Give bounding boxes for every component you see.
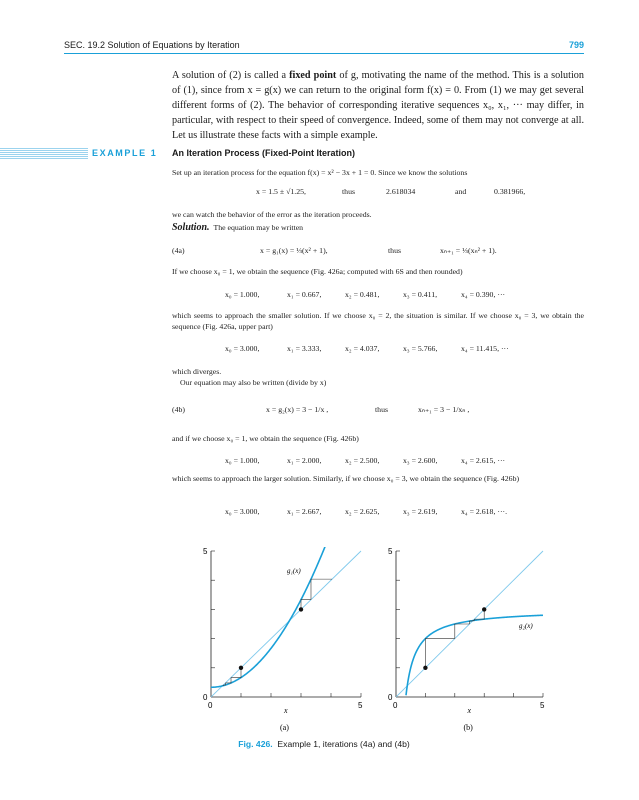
also-line: Our equation may also be written (divide by x) <box>180 378 327 387</box>
x-axis-label: x <box>467 706 472 715</box>
x-zero-label: 0 <box>208 701 213 710</box>
eq-4b-tag: (4b) <box>172 405 185 414</box>
intro-paragraph: A solution of (2) is called a fixed point of g, motivating the name of the method. This is a solution of (1), since from x = g(x) we can return to the original form f(x) = 0. From (1) we may get several different forms of (2). The behavior of corresponding iterative sequences x₀, x₁, ··· may differ, in particular, with respect to their speed of convergence. Indeed, some of them may not converge at all. Let us illustrate these facts with a simple example. <box>172 70 584 141</box>
figure-caption <box>64 739 584 749</box>
eq-4a-left: x = g₁(x) = ⅓(x² + 1), <box>260 246 328 255</box>
panel-sublabel: (a) <box>280 723 289 732</box>
solutions-thus: thus <box>342 187 355 196</box>
solution-line: Solution. The equation may be written <box>172 222 304 233</box>
solutions-eq: x = 1.5 ± √1.25, <box>256 187 306 196</box>
solutions-and: and <box>455 187 467 196</box>
example-label: EXAMPLE 1 <box>92 148 158 158</box>
solution-2: 0.381966, <box>494 187 526 196</box>
panel-sublabel: (b) <box>463 723 473 732</box>
choose-1: If we choose x₀ = 1, we obtain the sequence (Fig. 426a; computed with 6S and then rounded) <box>172 267 463 276</box>
x-right-label: 5 <box>540 701 545 710</box>
seq3-x2: x₂ = 2.500, <box>345 456 380 465</box>
start-point <box>299 607 303 611</box>
start-point <box>482 607 486 611</box>
fixed-point-term: fixed point <box>289 70 337 81</box>
running-header: SEC. 19.2 Solution of Equations by Iteration <box>64 40 240 50</box>
eq-4b-left: x = g₂(x) = 3 − 1/x , <box>266 405 329 414</box>
seq1-x2: x₂ = 0.481, <box>345 290 380 299</box>
eq-4a-thus: thus <box>388 246 401 255</box>
seq2-x3: x₃ = 5.766, <box>403 344 438 353</box>
seq3-x0: x₀ = 1.000, <box>225 456 260 465</box>
approach-2: which seems to approach the larger solution. Similarly, if we choose x₀ = 3, we obtain the sequence (Fig. 426b) <box>172 474 520 483</box>
curve-label: g₂(x) <box>519 622 533 630</box>
diverges-line: which diverges. <box>172 367 222 376</box>
seq1-x4: x₄ = 0.390, ··· <box>461 290 506 299</box>
seq1-x3: x₃ = 0.411, <box>403 290 438 299</box>
seq4-x3: x₃ = 2.619, <box>403 507 438 516</box>
seq4-x1: x₁ = 2.667, <box>287 507 322 516</box>
function-curve <box>211 524 334 688</box>
watch-line: we can watch the behavior of the error as the iteration proceeds. <box>172 210 372 219</box>
solution-label: Solution. <box>172 222 210 233</box>
example-title: An Iteration Process (Fixed-Point Iteration) <box>172 148 356 158</box>
seq3-x3: x₃ = 2.600, <box>403 456 438 465</box>
seq2-x2: x₂ = 4.037, <box>345 344 380 353</box>
start-point <box>239 666 243 670</box>
example-setup: Set up an iteration process for the equation f(x) = x² − 3x + 1 = 0. Since we know the solutions <box>172 168 468 177</box>
seq4-x0: x₀ = 3.000, <box>225 507 260 516</box>
start-point <box>423 666 427 670</box>
seq4-x4: x₄ = 2.618, ···. <box>461 507 508 516</box>
y-top-label: 5 <box>203 547 208 556</box>
eq-4a-tag: (4a) <box>172 246 185 255</box>
eq-4b-right: xₙ₊₁ = 3 − 1/xₙ , <box>418 405 470 414</box>
seq2-x0: x₀ = 3.000, <box>225 344 260 353</box>
choose-2: and if we choose x₀ = 1, we obtain the sequence (Fig. 426b) <box>172 434 359 443</box>
seq3-x1: x₁ = 2.000, <box>287 456 322 465</box>
seq1-x0: x₀ = 1.000, <box>225 290 260 299</box>
identity-line <box>211 551 361 697</box>
y-top-label: 5 <box>388 547 393 556</box>
curve-label: g₁(x) <box>287 567 301 575</box>
seq2-x1: x₁ = 3.333, <box>287 344 322 353</box>
panel-b <box>388 547 545 732</box>
x-zero-label: 0 <box>393 701 398 710</box>
eq-4b-thus: thus <box>375 405 388 414</box>
eq-4a-right: xₙ₊₁ = ⅓(xₙ² + 1). <box>440 246 497 255</box>
caption-label: Fig. 426. <box>238 739 273 749</box>
seq2-x4: x₄ = 11.415, ··· <box>461 344 509 353</box>
seq4-x2: x₂ = 2.625, <box>345 507 380 516</box>
seq1-x1: x₁ = 0.667, <box>287 290 322 299</box>
approach-1: which seems to approach the smaller solution. If we choose x₀ = 2, the situation is similar. If we choose x₀ = 3, we obtain the sequence (Fig. 426a, upper part) <box>172 311 584 331</box>
solution-1: 2.618034 <box>386 187 416 196</box>
seq3-x4: x₄ = 2.615, ··· <box>461 456 506 465</box>
panel-a <box>203 524 363 732</box>
page-number: 799 <box>568 40 584 50</box>
x-right-label: 5 <box>358 701 363 710</box>
origin-label: 0 <box>203 693 208 702</box>
origin-label: 0 <box>388 693 393 702</box>
x-axis-label: x <box>284 706 288 715</box>
caption-text: Example 1, iterations (4a) and (4b) <box>277 739 410 749</box>
